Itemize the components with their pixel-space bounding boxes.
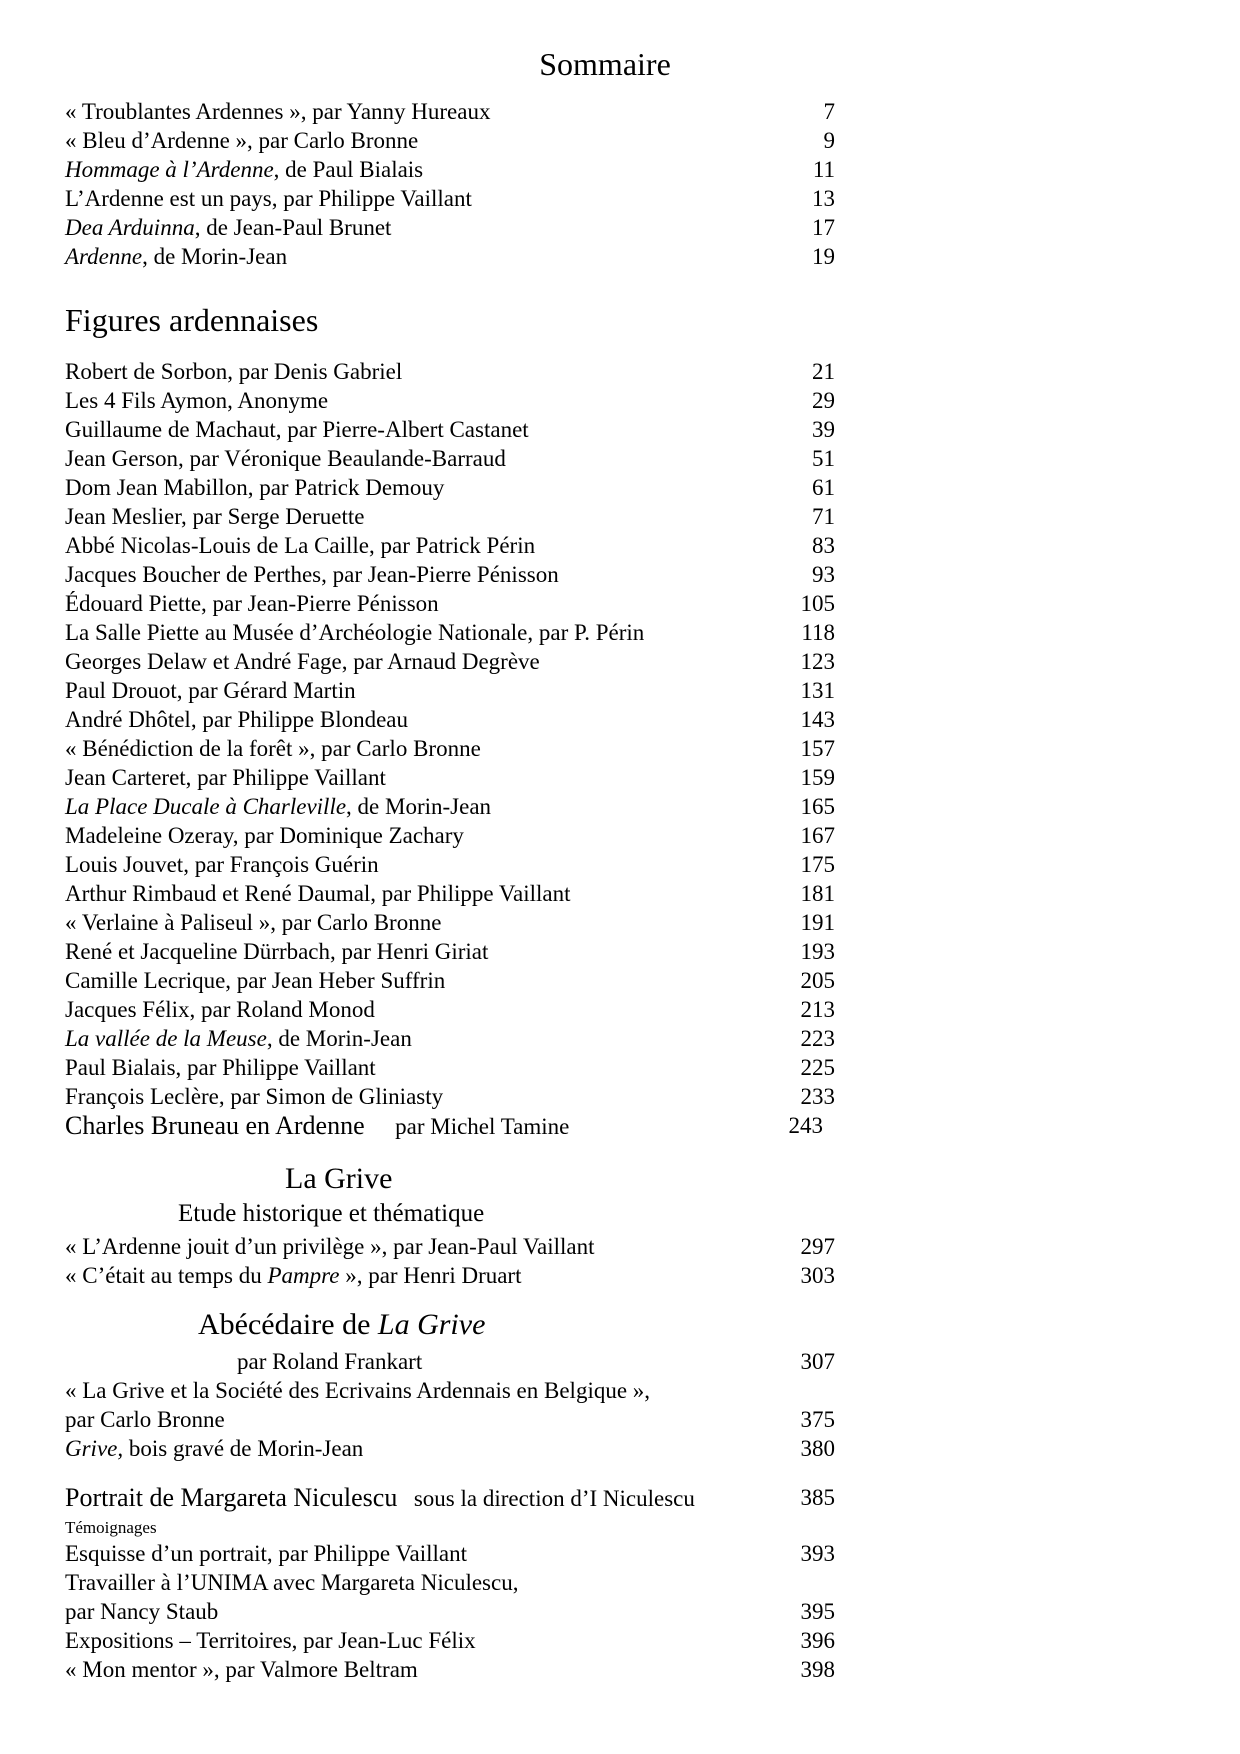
entry-page: 233 (800, 1084, 835, 1109)
toc-entry (65, 1082, 835, 1111)
entry-title: « Bénédiction de la forêt », par Carlo Bronne (65, 736, 481, 761)
entry-page: 395 (800, 1599, 835, 1624)
toc-entry (65, 908, 835, 937)
entry-title: « Mon mentor », par Valmore Beltram (65, 1657, 418, 1682)
entry-author: par Roland Frankart (237, 1349, 423, 1374)
toc-entry (65, 1405, 835, 1434)
entry-title: « La Grive et la Société des Ecrivains Ardennais en Belgique », (65, 1378, 651, 1403)
entry-title: Les 4 Fils Aymon, Anonyme (65, 388, 329, 413)
entry-title: Dom Jean Mabillon, par Patrick Demouy (65, 475, 445, 500)
entry-page: 375 (800, 1407, 835, 1432)
entry-page: 39 (812, 417, 835, 442)
toc-entry (65, 734, 835, 763)
entry-title: « Bleu d’Ardenne », par Carlo Bronne (65, 128, 419, 153)
entry-title: Robert de Sorbon, par Denis Gabriel (65, 359, 403, 384)
entry-title: Arthur Rimbaud et René Daumal, par Philippe Vaillant (65, 881, 571, 906)
entry-page: 213 (800, 997, 835, 1022)
entry-title: Expositions – Territoires, par Jean-Luc Félix (65, 1628, 476, 1653)
entry-page: 61 (812, 475, 835, 500)
toc-entry (65, 1376, 835, 1405)
entry-page: 143 (800, 707, 835, 732)
entry-page: 167 (800, 823, 835, 848)
entry-page: 83 (812, 533, 835, 558)
entry-page: 118 (801, 620, 835, 645)
toc-entry (65, 1597, 835, 1626)
toc-entry (65, 937, 835, 966)
portrait-entries (65, 1539, 835, 1684)
entry-page: 175 (800, 852, 835, 877)
entry-title: La Salle Piette au Musée d’Archéologie Nationale, par P. Périn (65, 620, 645, 645)
toc-entry (65, 357, 835, 386)
entry-title: « Troublantes Ardennes », par Yanny Hureaux (65, 99, 491, 124)
entry-title: La vallée de la Meuse, de Morin-Jean (65, 1026, 412, 1051)
page-title: Sommaire (539, 46, 671, 82)
entry-title: Hommage à l’Ardenne, de Paul Bialais (65, 157, 424, 182)
toc-entry (65, 792, 835, 821)
entry-page: 396 (800, 1628, 835, 1653)
entry-title: « L’Ardenne jouit d’un privilège », par Jean-Paul Vaillant (65, 1234, 595, 1259)
toc-entry (65, 879, 835, 908)
entry-bruneau (65, 1108, 835, 1144)
section-heading-abecedaire: Abécédaire de La Grive (198, 1308, 486, 1341)
entry-page: 105 (800, 591, 835, 616)
toc-entry (65, 647, 835, 676)
intro-entries (65, 97, 835, 271)
entry-page: 398 (800, 1657, 835, 1682)
toc-entry (65, 97, 835, 126)
entry-title: Ardenne, de Morin-Jean (65, 244, 288, 269)
entry-page: 9 (823, 128, 835, 153)
toc-entry (65, 155, 835, 184)
toc-entry (65, 1024, 835, 1053)
toc-entry (65, 560, 835, 589)
grive-entries (65, 1232, 835, 1290)
toc-entry (65, 589, 835, 618)
figures-entries (65, 357, 835, 1111)
entry-author: sous la direction d’I Niculescu (413, 1486, 695, 1511)
entry-page: 17 (812, 215, 835, 240)
toc-entry (65, 850, 835, 879)
entry-title: Jean Carteret, par Philippe Vaillant (65, 765, 386, 790)
entry-page: 131 (800, 678, 835, 703)
entry-title: Esquisse d’un portrait, par Philippe Vaillant (65, 1541, 468, 1566)
entry-page: 93 (812, 562, 835, 587)
entry-page: 385 (800, 1485, 835, 1510)
entry-title: par Carlo Bronne (65, 1407, 225, 1432)
toc-entry (65, 676, 835, 705)
toc-entry (65, 444, 835, 473)
entry-title: Louis Jouvet, par François Guérin (65, 852, 379, 877)
toc-entry (65, 966, 835, 995)
entry-title: Paul Bialais, par Philippe Vaillant (65, 1055, 376, 1080)
section-heading-grive: La Grive (285, 1162, 393, 1195)
toc-entry (65, 618, 835, 647)
entry-title: Édouard Piette, par Jean-Pierre Pénisson (65, 591, 439, 616)
entry-page: 71 (812, 504, 835, 529)
toc-entry (65, 415, 835, 444)
entry-page: 21 (812, 359, 835, 384)
entry-page: 159 (800, 765, 835, 790)
abecedaire-author-row (65, 1347, 835, 1376)
toc-entry (65, 213, 835, 242)
entry-author: par Michel Tamine (395, 1114, 570, 1139)
toc-entry (65, 1626, 835, 1655)
entry-title: Camille Lecrique, par Jean Heber Suffrin (65, 968, 446, 993)
toc-entry (65, 705, 835, 734)
entry-title: Dea Arduinna, de Jean-Paul Brunet (65, 215, 392, 240)
entry-page: 223 (800, 1026, 835, 1051)
section-subheading-grive: Etude historique et thématique (178, 1200, 485, 1227)
toc-entry (65, 126, 835, 155)
abecedaire-entries (65, 1376, 835, 1463)
entry-page: 205 (800, 968, 835, 993)
entry-page: 297 (800, 1234, 835, 1259)
entry-page: 11 (812, 157, 835, 182)
entry-page: 7 (823, 99, 835, 124)
entry-page: 165 (800, 794, 835, 819)
entry-title: Jean Meslier, par Serge Deruette (65, 504, 365, 529)
entry-title: Paul Drouot, par Gérard Martin (65, 678, 356, 703)
entry-title: Charles Bruneau en Ardenne (65, 1111, 365, 1140)
entry-title: Abbé Nicolas-Louis de La Caille, par Patrick Périn (65, 533, 536, 558)
entry-title: René et Jacqueline Dürrbach, par Henri Giriat (65, 939, 489, 964)
toc-entry (65, 242, 835, 271)
entry-page: 51 (812, 446, 835, 471)
entry-page: 393 (800, 1541, 835, 1566)
entry-title: Jacques Boucher de Perthes, par Jean-Pierre Pénisson (65, 562, 559, 587)
toc-entry (65, 995, 835, 1024)
entry-title: Grive, bois gravé de Morin-Jean (65, 1436, 364, 1461)
entry-title: Portrait de Margareta Niculescu (65, 1483, 398, 1512)
entry-page: 19 (812, 244, 835, 269)
entry-page: 13 (812, 186, 835, 211)
section-heading-figures: Figures ardennaises (65, 302, 319, 338)
entry-page: 380 (800, 1436, 835, 1461)
toc-entry (65, 821, 835, 850)
entry-title: par Nancy Staub (65, 1599, 219, 1624)
entry-title: « Verlaine à Paliseul », par Carlo Bronne (65, 910, 442, 935)
entry-page: 243 (788, 1113, 823, 1138)
entry-page: 307 (800, 1349, 835, 1374)
toc-entry (65, 1568, 835, 1597)
toc-entry (65, 763, 835, 792)
toc-entry (65, 1232, 835, 1261)
toc-entry (65, 1539, 835, 1568)
entry-title: François Leclère, par Simon de Gliniasty (65, 1084, 444, 1109)
toc-entry (65, 502, 835, 531)
entry-page: 225 (800, 1055, 835, 1080)
entry-page: 123 (800, 649, 835, 674)
toc-entry (65, 473, 835, 502)
entry-title: L’Ardenne est un pays, par Philippe Vaillant (65, 186, 472, 211)
toc-entry (65, 531, 835, 560)
entry-page: 193 (800, 939, 835, 964)
toc-entry (65, 1655, 835, 1684)
toc-entry (65, 1261, 835, 1290)
entry-page: 157 (800, 736, 835, 761)
entry-title: Georges Delaw et André Fage, par Arnaud Degrève (65, 649, 540, 674)
toc-entry (65, 1434, 835, 1463)
entry-page: 191 (800, 910, 835, 935)
entry-page: 303 (800, 1263, 835, 1288)
toc-entry (65, 386, 835, 415)
entry-title: André Dhôtel, par Philippe Blondeau (65, 707, 409, 732)
entry-title: Travailler à l’UNIMA avec Margareta Niculescu, (65, 1570, 519, 1595)
toc-entry (65, 184, 835, 213)
toc-entry (65, 1053, 835, 1082)
entry-portrait (65, 1480, 835, 1516)
entry-title: Guillaume de Machaut, par Pierre-Albert Castanet (65, 417, 529, 442)
entry-title: « C’était au temps du Pampre », par Henri Druart (65, 1263, 522, 1288)
entry-page: 29 (812, 388, 835, 413)
entry-title: Jacques Félix, par Roland Monod (65, 997, 375, 1022)
temoignages-label: Témoignages (65, 1518, 157, 1537)
entry-page: 181 (800, 881, 835, 906)
entry-title: Madeleine Ozeray, par Dominique Zachary (65, 823, 464, 848)
entry-title: La Place Ducale à Charleville, de Morin-Jean (65, 794, 492, 819)
entry-title: Jean Gerson, par Véronique Beaulande-Barraud (65, 446, 506, 471)
